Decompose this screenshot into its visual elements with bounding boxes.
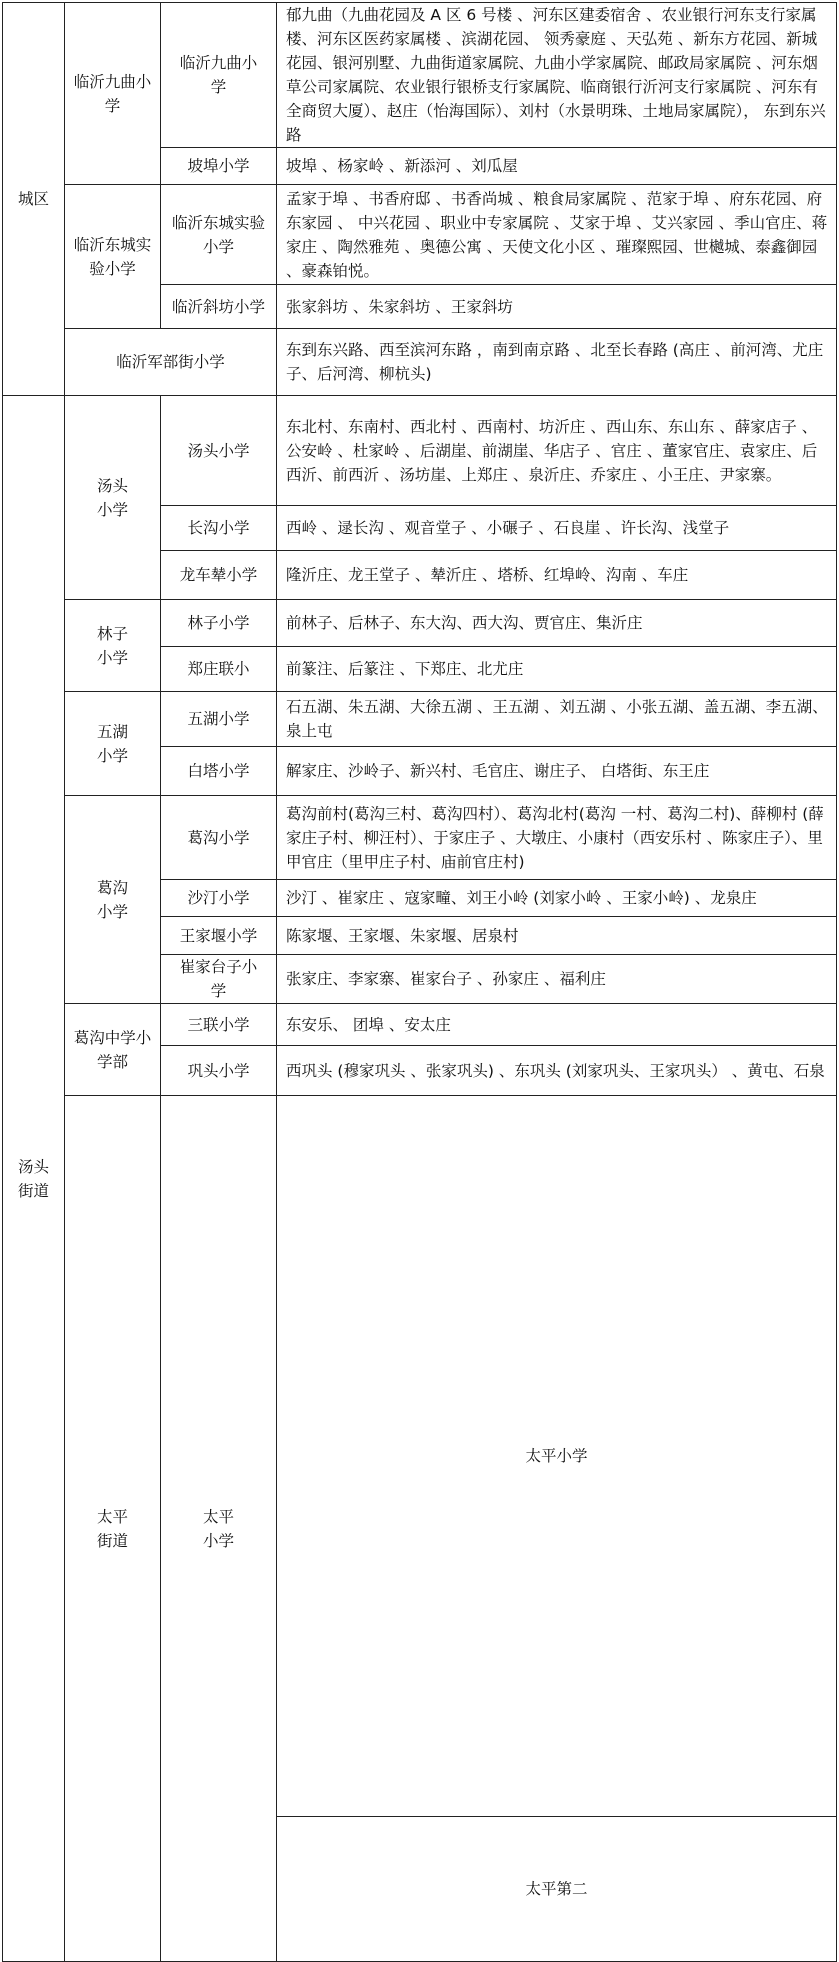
zone-area-cell: 石五湖、朱五湖、大徐五湖 、王五湖 、刘五湖 、小张五湖、盖五湖、李五湖、泉上屯: [277, 692, 837, 747]
zone-area-cell: 陈家堰、王家堰、朱家堰、居泉村: [277, 917, 837, 955]
zone-area-cell: 沙汀 、崔家庄 、寇家疃、刘王小岭 (刘家小岭 、王家小岭) 、龙泉庄: [277, 880, 837, 917]
table-row: [3, 692, 837, 747]
zone-area-cell: 解家庄、沙岭子、新兴村、毛官庄、谢庄子、 白塔街、东王庄: [277, 747, 837, 796]
school-group-cell: 林子小学: [65, 600, 161, 692]
school-cell: 郑庄联小: [161, 647, 277, 692]
district-cell: 太平街道: [65, 1096, 161, 1962]
school-cell: 沙汀小学: [161, 880, 277, 917]
zone-area-cell: 孟家于埠 、书香府邸 、书香尚城 、粮食局家属院 、范家于埠 、府东花园、府东家园 、 中兴花园 、职业中专家属院 、艾家于埠 、艾兴家园 、季山官庄、蒋家庄 、陶然雅苑 、奥德公寓 、天使文化小区 、璀璨熙园、世樾城、泰鑫御园 、豪森铂悦。: [277, 185, 837, 285]
school-group-cell: 五湖小学: [65, 692, 161, 796]
school-group-cell: 临沂九曲小学: [65, 3, 161, 185]
zone-area-cell: 葛沟前村(葛沟三村、葛沟四村）、葛沟北村(葛沟 一村、葛沟二村)、薛柳村 (薛家庄子村、柳汪村）、于家庄子 、大墩庄、小康村（西安乐村 、陈家庄子）、里甲官庄（里甲庄子村、庙前官庄村): [277, 796, 837, 880]
school-cell: 临沂九曲小学: [161, 3, 277, 148]
school-cell: 三联小学: [161, 1004, 277, 1046]
school-cell: 白塔小学: [161, 747, 277, 796]
school-cell: 临沂斜坊小学: [161, 285, 277, 329]
zone-area-cell: 东安乐、 团埠 、安太庄: [277, 1004, 837, 1046]
school-cell: 葛沟小学: [161, 796, 277, 880]
table-row: [3, 1004, 837, 1046]
table-row: [3, 796, 837, 880]
school-group-cell: 临沂军部街小学: [65, 329, 277, 396]
table-row: [3, 329, 837, 396]
school-cell: 五湖小学: [161, 692, 277, 747]
table-row: [3, 1096, 837, 1817]
zone-area-cell: 郁九曲（九曲花园及 A 区 6 号楼 、河东区建委宿舍 、农业银行河东支行家属楼、河东区医药家属楼 、滨湖花园、 领秀豪庭 、天弘苑 、新东方花园、新城花园、银河别墅、九曲街道家属院、九曲小学家属院、邮政局家属院 、河东烟草公司家属院、农业银行银桥支行家属院、临商银行沂河支行家属院 、河东有全商贸大厦）、赵庄（怡海国际）、刘村（水景明珠、土地局家属院）， 东到东兴路: [277, 3, 837, 148]
enrollment-zone-table: [2, 2, 837, 1962]
school-group-cell: 葛沟小学: [65, 796, 161, 1004]
zone-area-cell: 张家斜坊 、朱家斜坊 、王家斜坊: [277, 285, 837, 329]
school-cell: 临沂东城实验小学: [161, 185, 277, 285]
school-group-cell: 临沂东城实验小学: [65, 185, 161, 329]
table-row: [3, 396, 837, 506]
zone-area-cell: 东北村、东南村、西北村 、西南村、坊沂庄 、西山东、东山东 、薛家店子 、公安岭 、杜家岭 、后湖崖、前湖崖、华店子 、官庄 、董家官庄、袁家庄、后西沂、前西沂 、汤坊崖、上郑庄 、泉沂庄、乔家庄 、小王庄、尹家寨。: [277, 396, 837, 506]
school-cell: 巩头小学: [161, 1046, 277, 1096]
table-row: [3, 600, 837, 647]
school-cell: 坡埠小学: [161, 148, 277, 185]
table-row: [3, 3, 837, 148]
school-cell: 太平第二: [277, 1817, 837, 1962]
school-cell: 王家堰小学: [161, 917, 277, 955]
zone-area-cell: 西岭 、逯长沟 、观音堂子 、小碾子 、石良崖 、许长沟、浅堂子: [277, 506, 837, 551]
school-cell: 崔家台子小学: [161, 955, 277, 1004]
table-row: [3, 185, 837, 285]
zone-area-cell: 坡埠 、杨家岭 、新添河 、刘瓜屋: [277, 148, 837, 185]
school-group-cell: 葛沟中学小学部: [65, 1004, 161, 1096]
zone-area-cell: 前林子、后林子、东大沟、西大沟、贾官庄、集沂庄: [277, 600, 837, 647]
zone-area-cell: 东到东兴路、西至滨河东路 ，南到南京路 、北至长春路 (高庄 、前河湾、尤庄子、后河湾、柳杭头): [277, 329, 837, 396]
school-group-cell: 太平小学: [161, 1096, 277, 1962]
zone-area-cell: 张家庄、李家寨、崔家台子 、孙家庄 、福利庄: [277, 955, 837, 1004]
district-cell: 城区: [3, 3, 65, 396]
zone-area-cell: 前篆注、后篆注 、下郑庄、北尤庄: [277, 647, 837, 692]
school-group-cell: 汤头小学: [65, 396, 161, 600]
school-cell: 长沟小学: [161, 506, 277, 551]
zone-area-cell: 西巩头 (穆家巩头 、张家巩头) 、东巩头 (刘家巩头、王家巩头） 、黄屯、石泉: [277, 1046, 837, 1096]
zone-area-cell: 隆沂庄、龙王堂子 、辇沂庄 、塔桥、红埠岭、沟南 、车庄: [277, 551, 837, 600]
school-cell: 太平小学: [277, 1096, 837, 1817]
district-cell: 汤头街道: [3, 396, 65, 1962]
school-cell: 林子小学: [161, 600, 277, 647]
school-cell: 龙车辇小学: [161, 551, 277, 600]
school-cell: 汤头小学: [161, 396, 277, 506]
